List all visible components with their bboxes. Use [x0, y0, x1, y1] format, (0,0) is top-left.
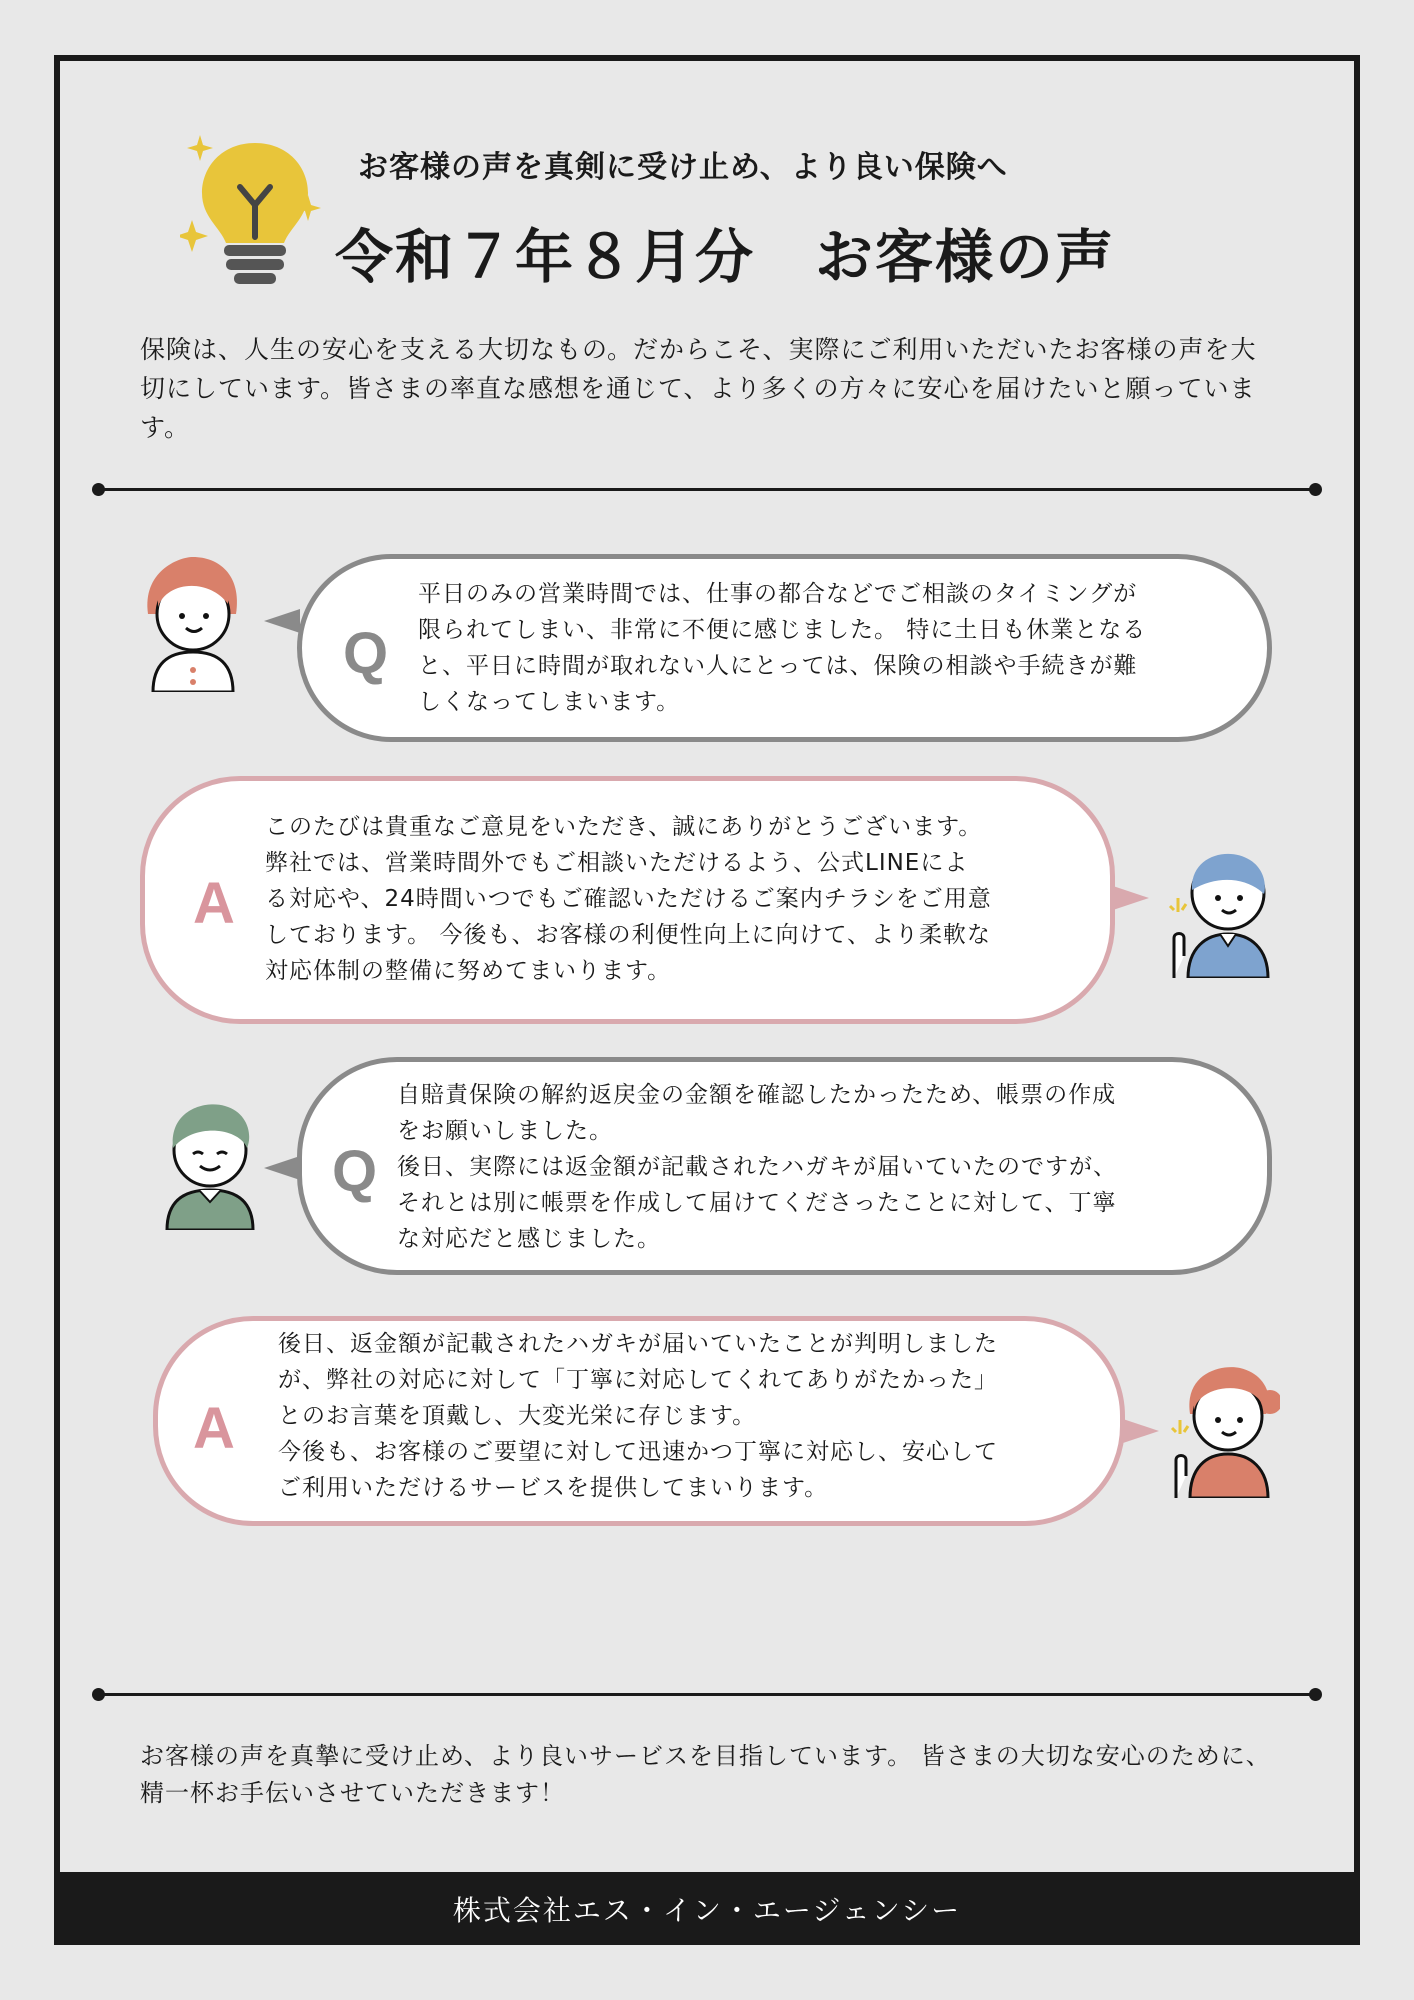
bubble-tail — [1123, 1419, 1159, 1443]
staff-avatar-man-icon — [1168, 838, 1278, 978]
intro-paragraph: 保険は、人生の安心を支える大切なもの。だからこそ、実際にご利用いただいたお客様の声を大切にしています。皆さまの率直な感想を通じて、より多くの方々に安心を届けたいと願っています。 — [140, 335, 1257, 442]
answer-letter: A — [193, 871, 235, 936]
bubble-tail — [264, 609, 300, 633]
bottom-divider — [95, 1693, 1319, 1696]
company-footer: 株式会社エス・イン・エージェンシー — [54, 1872, 1360, 1945]
question-text-2: 自賠責保険の解約返戻金の金額を確認したかったため、帳票の作成 をお願いしました。 後日、実際には返金額が記載されたハガキが届いていたのですが、 それとは別に帳票を作成して届けてくださったことに対して、丁寧 な対応だと感じました。 — [397, 1082, 1117, 1252]
answer-text-2: 後日、返金額が記載されたハガキが届いていたことが判明しました が、弊社の対応に対して「丁寧に対応してくれてありがたかった」 とのお言葉を頂戴し、大変光栄に存じます。 今後も、お客様のご要望に対して迅速かつ丁寧に対応し、安心して ご利用いただけるサービスを提供してまいります。 — [278, 1331, 998, 1501]
page-subtitle: お客様の声を真剣に受け止め、より良い保険へ — [358, 150, 1008, 185]
answer-text-1: このたびは貴重なご意見をいただき、誠にありがとうございます。 弊社では、営業時間外でもご相談いただけるよう、公式LINEによ る対応や、24時間いつでもご確認いただけるご案内チラシをご用意 しております。 今後も、お客様の利便性向上に向けて、より柔軟な 対応体制の整備に努めてまいります。 — [265, 814, 992, 984]
customer-avatar-elder-icon — [155, 1090, 265, 1230]
bubble-tail — [264, 1156, 300, 1180]
staff-avatar-woman-icon — [1170, 1358, 1280, 1498]
customer-avatar-woman-icon — [138, 552, 248, 692]
question-letter: Q — [343, 621, 389, 686]
closing-paragraph: お客様の声を真摯に受け止め、より良いサービスを目指しています。 皆さまの大切な安心のために、精一杯お手伝いさせていただきます！ — [140, 1742, 1271, 1807]
answer-letter: A — [193, 1396, 235, 1461]
question-letter: Q — [332, 1139, 378, 1204]
page-title: 令和７年８月分 お客様の声 — [335, 223, 1116, 291]
top-divider — [95, 488, 1319, 491]
lightbulb-icon — [180, 125, 330, 290]
question-text-1: 平日のみの営業時間では、仕事の都合などでご相談のタイミングが 限られてしまい、非常に不便に感じました。 特に土日も休業となる と、平日に時間が取れない人にとっては、保険の相談や手続きが難 しくなってしまいます。 — [418, 581, 1147, 715]
bubble-tail — [1113, 886, 1149, 910]
